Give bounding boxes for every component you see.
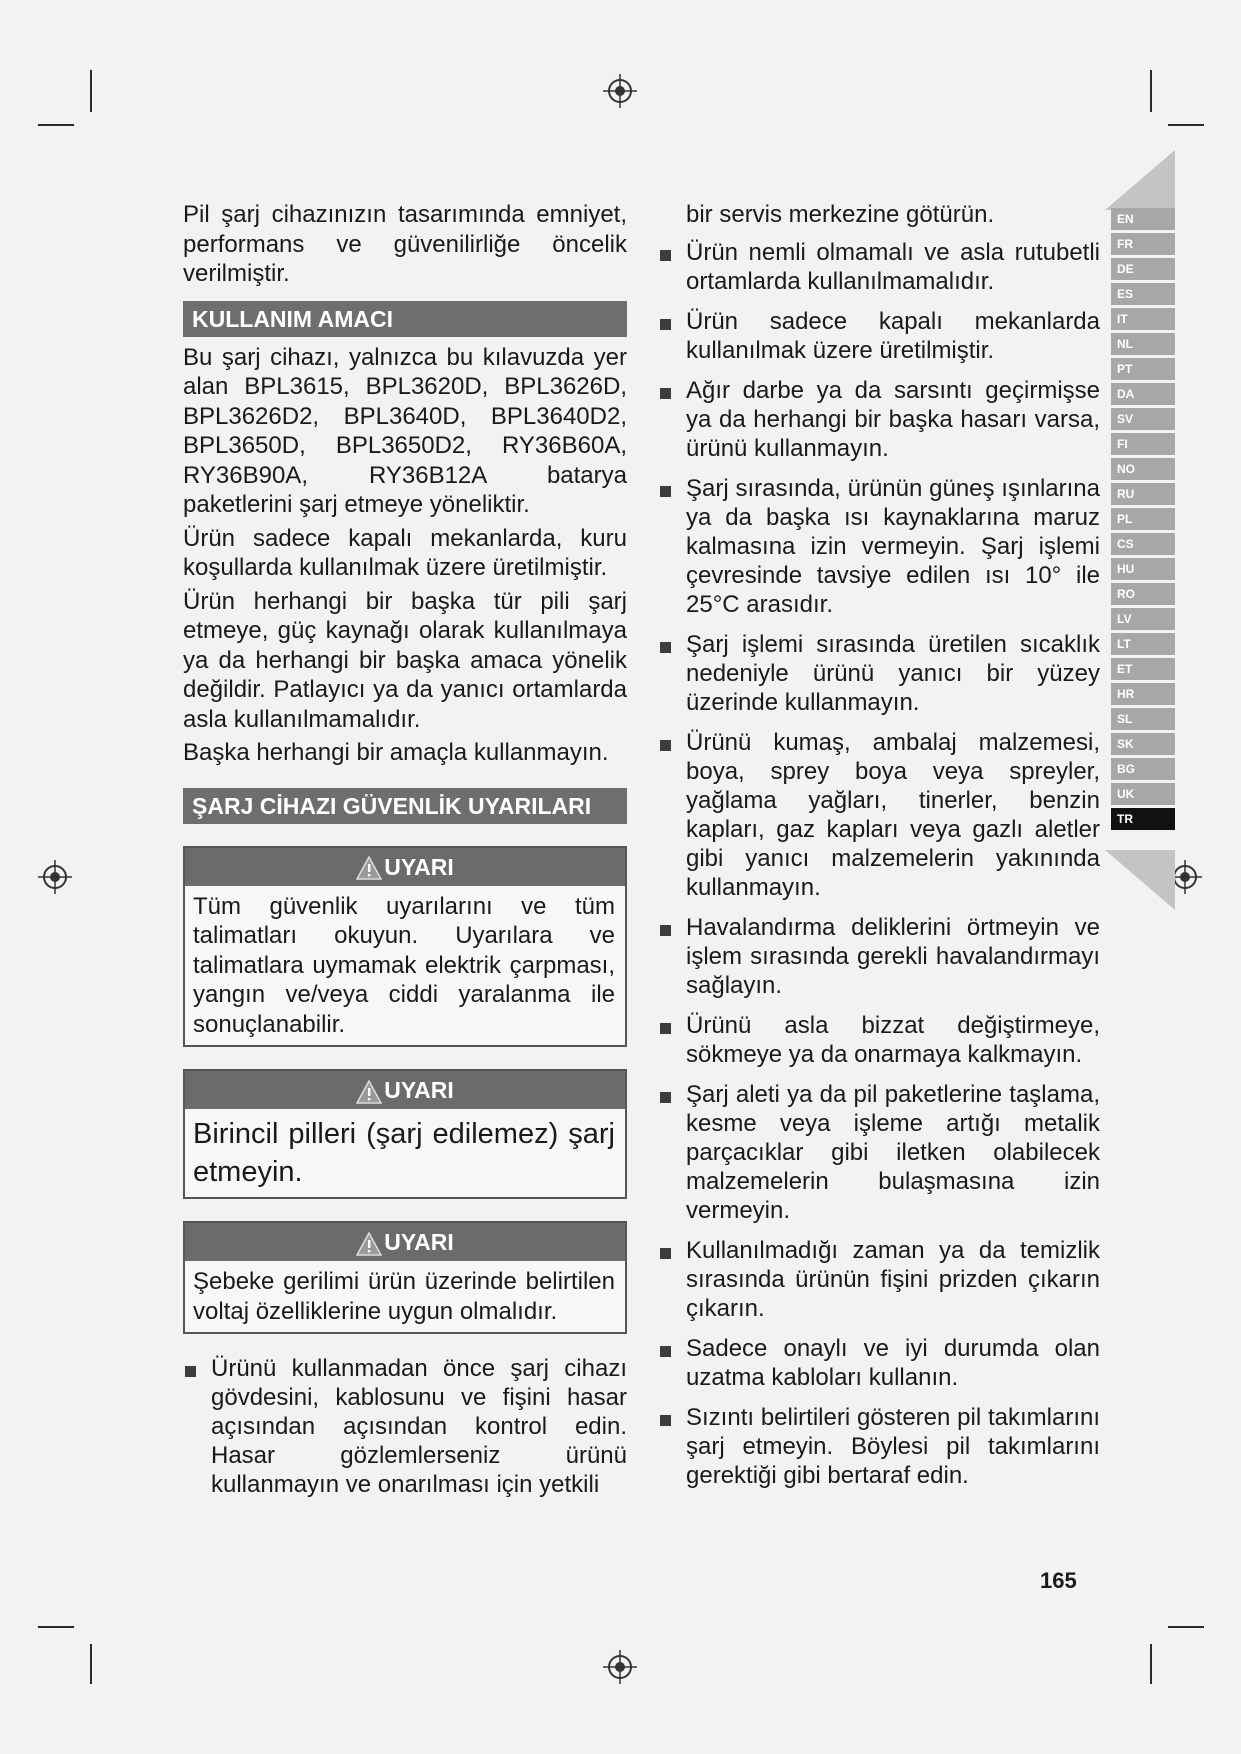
- tab-language-it[interactable]: IT: [1111, 308, 1175, 330]
- warning-box: [183, 1221, 627, 1334]
- warning-header: [185, 1223, 625, 1261]
- list-item: Ürün nemli olmamalı ve asla rutubetli ortamlarda kullanılmamalıdır.: [658, 238, 1100, 296]
- warning-header: [185, 1071, 625, 1109]
- tab-language-de[interactable]: DE: [1111, 258, 1175, 280]
- tab-language-ro[interactable]: RO: [1111, 583, 1175, 605]
- tab-language-fr[interactable]: FR: [1111, 233, 1175, 255]
- tab-language-hu[interactable]: HU: [1111, 558, 1175, 580]
- section-heading-intended-use: KULLANIM AMACI: [183, 301, 627, 337]
- tab-language-cs[interactable]: CS: [1111, 533, 1175, 555]
- crop-mark: [90, 1644, 92, 1684]
- tab-language-no[interactable]: NO: [1111, 458, 1175, 480]
- crop-mark: [90, 70, 92, 112]
- tab-language-hr[interactable]: HR: [1111, 683, 1175, 705]
- list-item: Ürünü kumaş, ambalaj malzemesi, boya, sprey boya veya spreyler, yağlama yağları, tinerler, benzin kapları, gaz kapları veya gazlı aletler gibi yanıcı malzemelerin yakınında kullanmayın.: [658, 728, 1100, 902]
- tab-language-es[interactable]: ES: [1111, 283, 1175, 305]
- paragraph: Ürün sadece kapalı mekanlarda, kuru koşullarda kullanılmak üzere üretilmiştir.: [183, 524, 627, 581]
- tab-language-pl[interactable]: PL: [1111, 508, 1175, 530]
- bullet-list: [658, 238, 1100, 1490]
- tab-language-et[interactable]: ET: [1111, 658, 1175, 680]
- list-item: Şarj işlemi sırasında üretilen sıcaklık nedeniyle ürünü yanıcı bir yüzey üzerinde kullanmayın.: [658, 630, 1100, 717]
- crop-mark: [38, 1626, 74, 1628]
- list-item: Sızıntı belirtileri gösteren pil takımlarını şarj etmeyin. Böylesi pil takımlarını gerektiği gibi bertaraf edin.: [658, 1403, 1100, 1490]
- warning-text: Şebeke gerilimi ürün üzerinde belirtilen voltaj özelliklerine uygun olmalıdır.: [193, 1268, 615, 1325]
- crop-mark: [1168, 124, 1204, 126]
- list-item: Ürünü asla bizzat değiştirmeye, sökmeye ya da onarmaya kalkmayın.: [658, 1011, 1100, 1069]
- tab-language-lt[interactable]: LT: [1111, 633, 1175, 655]
- tab-language-uk[interactable]: UK: [1111, 783, 1175, 805]
- list-item: Kullanılmadığı zaman ya da temizlik sırasında ürünün fişini prizden çıkarın çıkarın.: [658, 1236, 1100, 1323]
- list-item: Ürünü kullanmadan önce şarj cihazı gövdesini, kablosunu ve fişini hasar açısından açısından kontrol edin. Hasar gözlemlerseniz ürünü kullanmayın ve onarılması için yetkili: [183, 1354, 627, 1499]
- section-heading-safety-warnings: ŞARJ CİHAZI GÜVENLİK UYARILARI: [183, 788, 627, 824]
- bullet-list: [183, 1354, 627, 1499]
- tab-language-nl[interactable]: NL: [1111, 333, 1175, 355]
- tab-language-tr[interactable]: TR: [1111, 808, 1175, 830]
- warning-header: [185, 848, 625, 886]
- left-column: [183, 200, 627, 1510]
- registration-mark-icon: [38, 860, 72, 894]
- tab-language-bg[interactable]: BG: [1111, 758, 1175, 780]
- paragraph: Başka herhangi bir amaçla kullanmayın.: [183, 739, 609, 766]
- paragraph: Bu şarj cihazı, yalnızca bu kılavuzda yer alan BPL3615, BPL3620D, BPL3626D, BPL3626D2, BPL3640D, BPL3640D2, BPL3650D, BPL3650D2, RY36B60A, RY36B90A, RY36B12A batarya paketlerini şarj etmeye yöneliktir.: [183, 343, 627, 518]
- warning-text: Birincil pilleri (şarj edilemez) şarj etmeyin.: [193, 1118, 615, 1188]
- list-item-continuation: bir servis merkezine götürün.: [686, 201, 995, 228]
- list-item: Ürün sadece kapalı mekanlarda kullanılmak üzere üretilmiştir.: [658, 307, 1100, 365]
- page-number: 165: [1040, 1568, 1077, 1593]
- warning-triangle-icon: [356, 1232, 382, 1256]
- warning-box: [183, 846, 627, 1048]
- intro-paragraph: Pil şarj cihazınızın tasarımında emniyet, performans ve güvenilirliğe öncelik verilmiştir.: [183, 201, 627, 287]
- crop-mark: [38, 124, 74, 126]
- list-item: Sadece onaylı ve iyi durumda olan uzatma kabloları kullanın.: [658, 1334, 1100, 1392]
- tab-language-lv[interactable]: LV: [1111, 608, 1175, 630]
- crop-mark: [1168, 1626, 1204, 1628]
- list-item: Şarj aleti ya da pil paketlerine taşlama, kesme veya işleme artığı metalik parçacıklar gibi iletken olabilecek malzemelerin bulaşmasına izin vermeyin.: [658, 1080, 1100, 1225]
- tab-language-fi[interactable]: FI: [1111, 433, 1175, 455]
- tab-language-ru[interactable]: RU: [1111, 483, 1175, 505]
- warning-title: UYARI: [384, 853, 454, 880]
- paragraph: Ürün herhangi bir başka tür pili şarj etmeye, güç kaynağı olarak kullanılmaya ya da herhangi bir başka amaca yönelik değildir. Patlayıcı ya da yanıcı ortamlarda asla kullanılmamalıdır.: [183, 587, 627, 733]
- language-tabs: [1111, 208, 1175, 833]
- list-item: Ağır darbe ya da sarsıntı geçirmişse ya da herhangi bir başka hasarı varsa, ürünü kullanmayın.: [658, 376, 1100, 463]
- tab-language-en[interactable]: EN: [1111, 208, 1175, 230]
- registration-mark-icon: [603, 1650, 637, 1684]
- crop-mark: [1150, 70, 1152, 112]
- warning-title: UYARI: [384, 1077, 454, 1103]
- warning-title: UYARI: [384, 1229, 454, 1255]
- tab-language-da[interactable]: DA: [1111, 383, 1175, 405]
- tab-language-sv[interactable]: SV: [1111, 408, 1175, 430]
- warning-text: Tüm güvenlik uyarılarını ve tüm talimatları okuyun. Uyarılara ve talimatlara uymamak elektrik çarpması, yangın ve/veya ciddi yaralanma ile sonuçlanabilir.: [193, 892, 615, 1038]
- warning-triangle-icon: [356, 1080, 382, 1104]
- tab-language-sk[interactable]: SK: [1111, 733, 1175, 755]
- registration-mark-icon: [603, 74, 637, 108]
- list-item: Şarj sırasında, ürünün güneş ışınlarına ya da başka ısı kaynaklarına maruz kalmasına izin vermeyin. Şarj işlemi çevresinde tavsiye edilen ısı 10° ile 25°C arasıdır.: [658, 474, 1100, 619]
- warning-box: [183, 1069, 627, 1199]
- list-item: Havalandırma deliklerini örtmeyin ve işlem sırasında gerekli havalandırmayı sağlayın.: [658, 913, 1100, 1000]
- tab-language-pt[interactable]: PT: [1111, 358, 1175, 380]
- right-column: [658, 200, 1100, 1501]
- warning-triangle-icon: [356, 856, 382, 880]
- crop-mark: [1150, 1644, 1152, 1684]
- tab-language-sl[interactable]: SL: [1111, 708, 1175, 730]
